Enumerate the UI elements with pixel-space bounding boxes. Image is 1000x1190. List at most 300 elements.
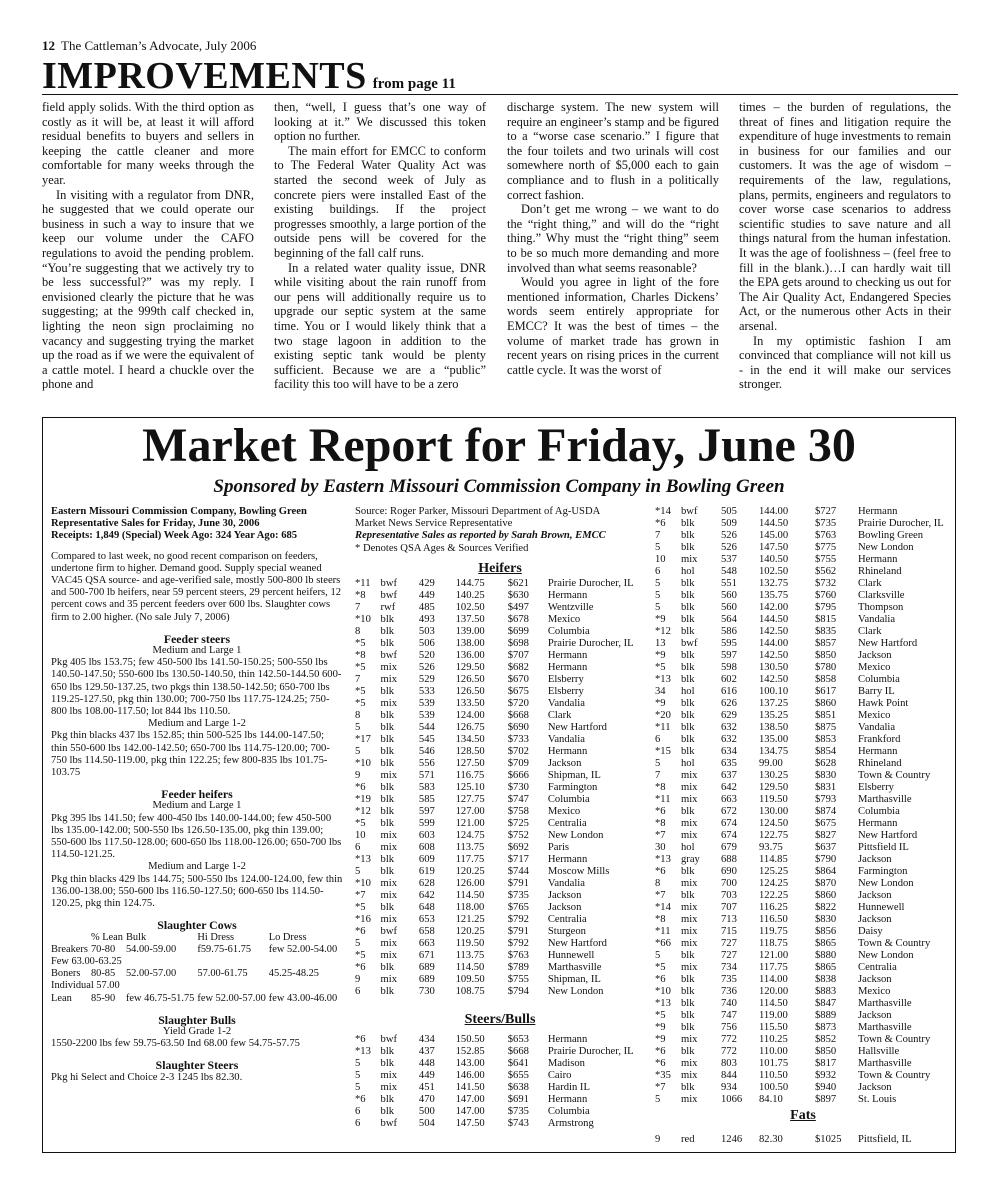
- table-cell: *6: [355, 1034, 366, 1046]
- table-cell: 8: [355, 626, 361, 638]
- table-cell: $562: [815, 566, 837, 577]
- market-summary-column: [51, 506, 343, 1084]
- table-cell: Farmington: [547, 782, 598, 794]
- table-row: [355, 758, 645, 770]
- table-cell: 122.75: [759, 830, 789, 841]
- table-cell: 5: [355, 1082, 361, 1094]
- table-cell: Mexico: [858, 662, 891, 673]
- table-cell: $792: [507, 938, 529, 950]
- table-cell: Barry IL: [858, 686, 895, 697]
- table-cell: 560: [721, 590, 737, 601]
- table-cell: $668: [507, 710, 529, 722]
- table-cell: 598: [721, 662, 737, 673]
- table-cell: blk: [681, 866, 695, 877]
- table-cell: $617: [815, 686, 837, 697]
- table-row: [355, 854, 645, 866]
- source-line: Market News Service Representative: [355, 518, 513, 530]
- table-cell: Hallsville: [858, 1046, 900, 1057]
- table-cell: blk: [681, 1022, 695, 1033]
- table-cell: blk: [380, 614, 395, 626]
- table-cell: $730: [507, 782, 529, 794]
- table-cell: *8: [655, 818, 666, 829]
- table-header: Lo Dress: [268, 931, 307, 943]
- table-cell: mix: [681, 1070, 698, 1081]
- sales-date-line: Representative Sales for Friday, June 30, 2006: [51, 518, 260, 530]
- table-cell: New Hartford: [858, 830, 918, 841]
- table-cell: Jackson: [547, 902, 582, 914]
- table-cell: bwf: [380, 926, 398, 938]
- table-row: [51, 993, 340, 1005]
- table-row: [355, 914, 645, 926]
- table-row: [355, 1058, 645, 1070]
- table-cell: *16: [355, 914, 371, 926]
- table-cell: $827: [815, 830, 837, 841]
- table-cell: New Hartford: [547, 722, 607, 734]
- table-row: [655, 614, 948, 626]
- table-row: [355, 878, 645, 890]
- table-cell: 129.50: [455, 662, 485, 674]
- table-cell: Jackson: [547, 890, 582, 902]
- paragraph: In visiting with a regulator from DNR, he suggested that we could operate our business in such a way to insure that we keep our volume under the CAFO regulations to avoid the pending problem. “You’re suggesting that we actively try to be less successful?” was my reply. I envisioned clearly the picture that he was suggesting; at the 999th calf checked in, lighting the neon sign proclaiming no vacancy and suggesting trying the market up the road as if we were the equivalent of a cattle motel. I heard a chuckle over the phone and: [42, 187, 254, 392]
- table-cell: 116.25: [759, 902, 788, 913]
- table-cell: Hawk Point: [858, 698, 909, 709]
- table-row: [655, 782, 948, 794]
- table-cell: 125.10: [455, 782, 485, 794]
- table-cell: $735: [815, 518, 837, 529]
- table-cell: 146.00: [455, 1070, 485, 1082]
- table-cell: Hermann: [547, 1034, 588, 1046]
- table-row: [355, 902, 645, 914]
- table-cell: mix: [681, 554, 698, 565]
- table-row: [655, 662, 948, 674]
- table-cell: *10: [355, 878, 371, 890]
- table-cell: 9: [355, 770, 361, 782]
- table-cell: 99.00: [759, 758, 783, 769]
- table-cell: 526: [418, 662, 435, 674]
- table-cell: 603: [418, 830, 435, 842]
- table-cell: Shipman, IL: [547, 974, 601, 986]
- table-cell: 713: [721, 914, 737, 925]
- table-row: [355, 578, 645, 590]
- table-cell: 6: [355, 842, 361, 854]
- fats-section: [655, 1134, 951, 1146]
- table-row: [355, 1046, 645, 1058]
- table-cell: $822: [815, 902, 837, 913]
- table-cell: Marthasville: [858, 1022, 912, 1033]
- table-cell: $864: [815, 866, 837, 877]
- table-row: [355, 746, 645, 758]
- table-cell: Mexico: [858, 710, 891, 721]
- table-cell: $831: [815, 782, 837, 793]
- table-cell: $763: [507, 950, 529, 962]
- table-cell: bwf: [380, 590, 398, 602]
- table-cell: $752: [507, 830, 529, 842]
- table-row: [655, 686, 948, 698]
- table-cell: $760: [815, 590, 837, 601]
- table-cell: $850: [815, 650, 837, 661]
- table-row: [655, 578, 948, 590]
- table-cell: $858: [815, 674, 837, 685]
- table-cell: 82.30: [759, 1134, 783, 1145]
- table-cell: $675: [815, 818, 837, 829]
- table-cell: 703: [721, 890, 737, 901]
- table-cell: Wentzville: [547, 602, 594, 614]
- table-cell: hol: [681, 566, 695, 577]
- table-row: [655, 758, 948, 770]
- table-cell: mix: [380, 1082, 398, 1094]
- table-row: [355, 770, 645, 782]
- table-row: [355, 722, 645, 734]
- table-row: [355, 926, 645, 938]
- table-cell: Prairie Durocher, IL: [547, 638, 634, 650]
- table-cell: 110.25: [759, 1034, 788, 1045]
- table-cell: 545: [418, 734, 435, 746]
- table-cell: 434: [418, 1034, 435, 1046]
- table-cell: hol: [681, 758, 695, 769]
- table-cell: 653: [418, 914, 435, 926]
- table-cell: 1066: [721, 1094, 743, 1105]
- table-cell: 5: [355, 722, 361, 734]
- table-cell: 117.75: [759, 962, 788, 973]
- table-cell: $735: [507, 1106, 529, 1118]
- table-cell: blk: [380, 626, 395, 638]
- table-cell: 125.25: [759, 866, 789, 877]
- table-cell: *19: [355, 794, 371, 806]
- table-cell: blk: [681, 734, 695, 745]
- table-cell: Vandalia: [547, 698, 585, 710]
- table-cell: 9: [355, 974, 361, 986]
- table-cell: 121.00: [455, 818, 485, 830]
- table-cell: Daisy: [858, 926, 883, 937]
- table-row: [655, 878, 948, 890]
- table-cell: 120.25: [455, 866, 485, 878]
- table-cell: blk: [681, 674, 695, 685]
- table-cell: 756: [721, 1022, 737, 1033]
- table-cell: *6: [355, 782, 366, 794]
- table-cell: blk: [681, 1010, 695, 1021]
- table-cell: *13: [355, 854, 371, 866]
- table-cell: 139.00: [455, 626, 485, 638]
- table-cell: Prairie Durocher, IL: [547, 578, 634, 590]
- table-cell: 6: [355, 1106, 361, 1118]
- table-cell: 5: [655, 578, 661, 589]
- table-cell: f59.75-61.75: [197, 943, 252, 955]
- table-cell: 124.25: [759, 878, 789, 889]
- table-cell: Prairie Durocher, IL: [858, 518, 944, 529]
- paragraph: then, “well, I guess that’s one way of looking at it.” We discussed this token option no further.: [274, 100, 486, 144]
- table-cell: 608: [418, 842, 435, 854]
- table-cell: blk: [380, 734, 395, 746]
- table-cell: 126.50: [455, 686, 485, 698]
- table-cell: *5: [355, 818, 366, 830]
- table-row: [655, 1058, 948, 1070]
- table-row: [355, 590, 645, 602]
- table-cell: blk: [681, 1046, 695, 1057]
- table-cell: blk: [380, 1058, 395, 1070]
- table-cell: Thompson: [858, 602, 904, 613]
- page-number: 12: [42, 38, 55, 53]
- table-cell: $732: [815, 578, 837, 589]
- steers-bulls-title: Steers/Bulls: [464, 1012, 536, 1028]
- sales-column-right: [655, 506, 951, 1125]
- table-cell: Cairo: [547, 1070, 572, 1082]
- table-header: Bulk: [125, 931, 147, 943]
- table-cell: Columbia: [858, 806, 900, 817]
- table-cell: Few 63.00-63.25: [51, 955, 122, 967]
- table-cell: Mexico: [547, 614, 581, 626]
- table-cell: gray: [681, 854, 700, 865]
- table-cell: $815: [815, 614, 837, 625]
- table-cell: mix: [380, 830, 398, 842]
- table-cell: Jackson: [858, 1082, 892, 1093]
- table-cell: 118.00: [455, 902, 485, 914]
- market-report-title: Market Report for Friday, June 30: [142, 419, 856, 472]
- table-cell: 110.00: [759, 1046, 788, 1057]
- table-cell: 54.00-59.00: [125, 943, 177, 955]
- table-cell: Hermann: [547, 650, 588, 662]
- table-cell: 138.00: [455, 638, 485, 650]
- article-headline: [42, 54, 958, 98]
- table-row: [655, 506, 948, 518]
- table-cell: 128.50: [455, 746, 485, 758]
- table-cell: 772: [721, 1034, 737, 1045]
- table-row: [655, 890, 948, 902]
- table-cell: *9: [655, 698, 666, 709]
- table-cell: Rhineland: [858, 566, 902, 577]
- table-cell: 663: [418, 938, 435, 950]
- table-row: [355, 1070, 645, 1082]
- table-row: [355, 818, 645, 830]
- table-cell: Columbia: [547, 794, 590, 806]
- table-cell: mix: [681, 878, 698, 889]
- table-cell: 102.50: [455, 602, 485, 614]
- publication-name: The Cattleman’s Advocate, July 2006: [61, 38, 257, 53]
- table-cell: 493: [418, 614, 435, 626]
- paragraph: In my optimistic fashion I am convinced that compliance will not kill us - in the end it will make our services stronger.: [739, 333, 951, 392]
- table-cell: New London: [858, 542, 914, 553]
- table-cell: blk: [380, 866, 395, 878]
- table-cell: few 52.00-57.00: [197, 992, 266, 1004]
- table-cell: $875: [815, 722, 837, 733]
- table-cell: *5: [355, 698, 366, 710]
- table-cell: $793: [815, 794, 837, 805]
- table-row: [355, 950, 645, 962]
- market-report-subtitle: Sponsored by Eastern Missouri Commission Company in Bowling Green: [213, 476, 785, 497]
- table-cell: 632: [721, 722, 737, 733]
- table-cell: blk: [681, 950, 695, 961]
- price-text: Pkg thin blacks 429 lbs 144.75; 500-550 lbs 124.00-124.00, few thin 136.00-138.00; 550-600 lbs 116.50-127.50; 600-650 lbs 114.50-120.25, pkg thin 124.75.: [51, 873, 343, 910]
- price-text: 1550-2200 lbs few 59.75-63.50 Ind 68.00 few 54.75-57.75: [51, 1038, 300, 1050]
- table-cell: 448: [418, 1058, 435, 1070]
- table-cell: 658: [418, 926, 435, 938]
- table-cell: 736: [721, 986, 737, 997]
- table-cell: 80-85: [90, 968, 116, 980]
- table-row: [655, 830, 948, 842]
- table-cell: $852: [815, 1034, 837, 1045]
- table-cell: *5: [655, 662, 666, 673]
- headline-title: IMPROVEMENTS: [42, 55, 367, 97]
- table-cell: 127.75: [455, 794, 485, 806]
- table-cell: blk: [380, 986, 395, 998]
- feeder-heifers-title: Feeder heifers: [161, 787, 233, 802]
- table-cell: 9: [655, 1134, 661, 1145]
- table-cell: blk: [380, 722, 395, 734]
- table-row: [355, 638, 645, 650]
- table-cell: Breakers: [51, 943, 88, 955]
- table-cell: $709: [507, 758, 529, 770]
- table-cell: *6: [655, 1046, 666, 1057]
- table-cell: 595: [721, 638, 737, 649]
- table-cell: Individual 57.00: [51, 980, 120, 992]
- table-cell: 147.00: [455, 1094, 485, 1106]
- table-row: [655, 638, 948, 650]
- table-cell: 114.50: [455, 890, 485, 902]
- table-cell: Madison: [547, 1058, 585, 1070]
- table-cell: bwf: [380, 650, 398, 662]
- table-cell: 45.25-48.25: [268, 968, 319, 980]
- table-cell: Clark: [858, 578, 882, 589]
- paragraph: field apply solids. With the third option as costly as it will be, at least it will afford residual benefits to buyers and sellers in keeping the cattle cleaner and more comfortable for many weeks through the year.: [42, 100, 254, 187]
- table-cell: $621: [507, 578, 529, 590]
- table-cell: $795: [815, 602, 837, 613]
- table-cell: mix: [681, 770, 698, 781]
- table-cell: 6: [655, 566, 661, 577]
- table-cell: 130.50: [759, 662, 789, 673]
- table-row: [655, 1046, 948, 1058]
- table-cell: 130.25: [759, 770, 789, 781]
- table-cell: *7: [655, 830, 666, 841]
- table-cell: 122.25: [759, 890, 789, 901]
- table-row: [655, 602, 948, 614]
- table-row: [355, 1034, 645, 1046]
- table-row: [51, 956, 340, 968]
- table-cell: 10: [355, 830, 366, 842]
- table-cell: 102.50: [759, 566, 789, 577]
- table-cell: Prairie Durocher, IL: [547, 1046, 634, 1058]
- table-cell: 5: [655, 542, 661, 553]
- table-cell: *9: [655, 1034, 666, 1045]
- table-cell: Marthasville: [858, 794, 912, 805]
- table-cell: 141.50: [455, 1082, 485, 1094]
- table-row: [655, 914, 948, 926]
- table-cell: Boners: [51, 968, 81, 980]
- table-cell: Town & Country: [858, 938, 931, 949]
- table-cell: 616: [721, 686, 737, 697]
- table-cell: 124.75: [455, 830, 485, 842]
- table-cell: 609: [418, 854, 435, 866]
- table-cell: mix: [681, 1034, 698, 1045]
- table-cell: *11: [655, 722, 671, 733]
- table-cell: 126.75: [455, 722, 485, 734]
- slaughter-steers-title: Slaughter Steers: [155, 1058, 239, 1073]
- table-cell: 113.75: [455, 842, 485, 854]
- table-cell: 110.50: [759, 1070, 788, 1081]
- slaughter-cows-title: Slaughter Cows: [157, 918, 237, 933]
- table-cell: 537: [721, 554, 737, 565]
- table-cell: $932: [815, 1070, 837, 1081]
- table-cell: 100.10: [759, 686, 789, 697]
- table-cell: Jackson: [858, 650, 892, 661]
- table-cell: blk: [380, 1046, 395, 1058]
- table-cell: 136.00: [455, 650, 485, 662]
- table-cell: 599: [418, 818, 435, 830]
- table-cell: 803: [721, 1058, 737, 1069]
- table-cell: $873: [815, 1022, 837, 1033]
- table-cell: *6: [655, 866, 666, 877]
- table-cell: Paris: [547, 842, 570, 854]
- table-cell: blk: [681, 806, 695, 817]
- page-header: [42, 38, 256, 54]
- table-cell: Columbia: [547, 1106, 590, 1118]
- table-cell: 152.85: [455, 1046, 485, 1058]
- table-cell: *8: [355, 650, 366, 662]
- table-cell: Elsberry: [858, 782, 894, 793]
- paragraph: Would you agree in light of the fore mentioned information, Charles Dickens’ words seem entirely appropriate for EMCC? It was the best of times – the volume of market trade has grown in recent years on rising prices in the current cattle cycle. It was the worst of: [507, 275, 719, 377]
- table-row: [655, 818, 948, 830]
- table-row: [655, 770, 948, 782]
- table-cell: 509: [721, 518, 737, 529]
- table-cell: $856: [815, 926, 837, 937]
- table-cell: blk: [380, 806, 395, 818]
- table-row: [355, 698, 645, 710]
- table-cell: *5: [655, 1010, 666, 1021]
- table-cell: 1246: [721, 1134, 743, 1145]
- table-cell: *13: [655, 998, 671, 1009]
- table-cell: 13: [655, 638, 666, 649]
- table-cell: Pittsfield, IL: [858, 1134, 912, 1145]
- table-row: [655, 986, 948, 998]
- table-cell: Centralia: [547, 914, 587, 926]
- table-cell: Clarksville: [858, 590, 905, 601]
- table-cell: 126.00: [455, 878, 485, 890]
- table-row: [355, 650, 645, 662]
- table-row: [355, 662, 645, 674]
- table-cell: 114.50: [759, 998, 788, 1009]
- price-text: Pkg 395 lbs 141.50; few 400-450 lbs 140.00-144.00; few 450-500 lbs 135.00-142.00; 500-550 lbs 126.50-135.00, pkg thin 139.00; 550-600 lbs 117.50-128.00; 600-650 lbs 118.00-126.00; 650-700 lbs 114.50-121.25.: [51, 812, 342, 861]
- table-row: [51, 944, 340, 956]
- table-cell: 546: [418, 746, 435, 758]
- table-cell: Hermann: [858, 506, 898, 517]
- table-cell: rwf: [380, 602, 396, 614]
- table-cell: $817: [815, 1058, 837, 1069]
- table-cell: *10: [655, 986, 671, 997]
- table-cell: 135.25: [759, 710, 789, 721]
- table-cell: blk: [380, 854, 395, 866]
- table-cell: 6: [355, 986, 361, 998]
- table-cell: mix: [380, 770, 398, 782]
- table-cell: $692: [507, 842, 529, 854]
- table-cell: $682: [507, 662, 529, 674]
- table-cell: $940: [815, 1082, 837, 1093]
- table-row: [355, 794, 645, 806]
- table-cell: 10: [655, 554, 666, 565]
- table-cell: Marthasville: [547, 962, 602, 974]
- fats-title: Fats: [790, 1108, 816, 1123]
- table-cell: $630: [507, 590, 529, 602]
- table-cell: 470: [418, 1094, 435, 1106]
- table-cell: bwf: [380, 1118, 398, 1130]
- table-cell: 727: [721, 938, 737, 949]
- table-row: [355, 1106, 645, 1118]
- table-row: [655, 902, 948, 914]
- table-cell: Jackson: [547, 758, 582, 770]
- table-cell: 140.50: [759, 554, 789, 565]
- table-cell: blk: [681, 578, 695, 589]
- table-cell: 142.50: [759, 626, 789, 637]
- table-cell: 30: [655, 842, 666, 853]
- table-cell: Town & Country: [858, 1034, 931, 1045]
- table-row: [355, 938, 645, 950]
